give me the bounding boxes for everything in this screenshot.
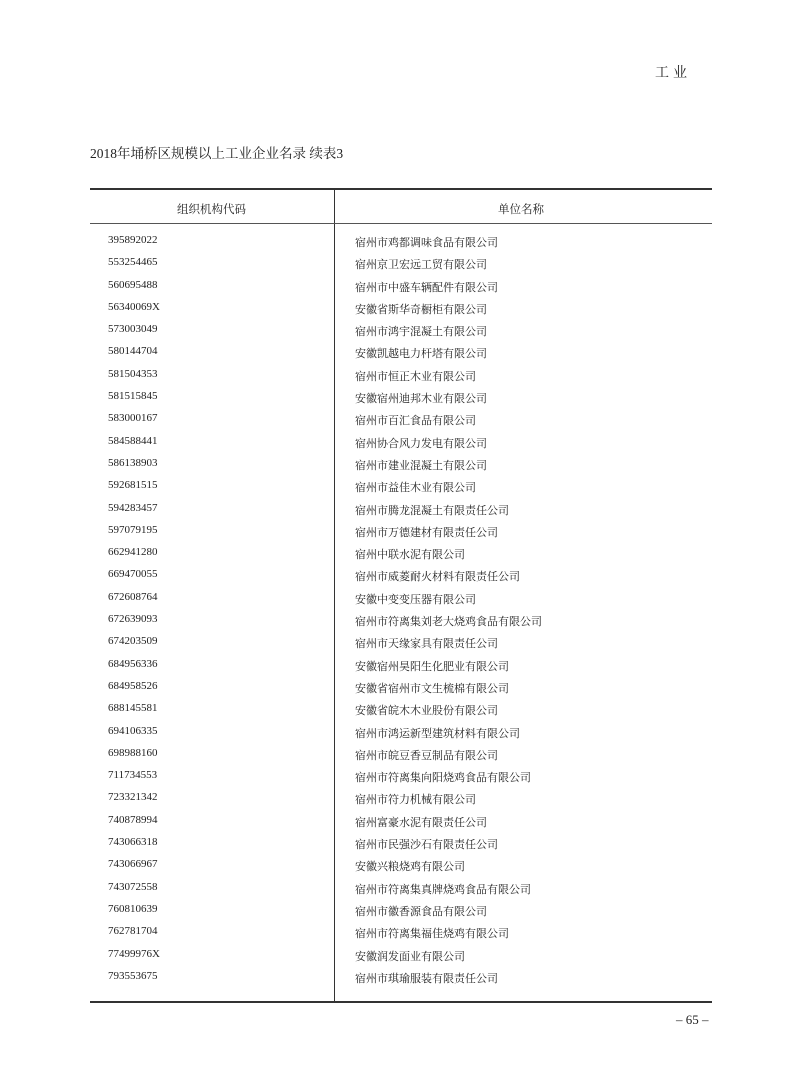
- unit-name: 安徽省皖木木业股份有限公司: [355, 705, 498, 718]
- unit-name: 宿州市威菱耐火材料有限责任公司: [355, 571, 520, 584]
- unit-name: 安徽兴粮烧鸡有限公司: [355, 861, 465, 874]
- org-code: 581504353: [108, 367, 158, 380]
- unit-name: 宿州市百汇食品有限公司: [355, 415, 476, 428]
- table-row: [90, 747, 712, 769]
- page-number: – 65 –: [676, 1012, 709, 1027]
- table-row: [90, 836, 712, 858]
- table-row: [90, 301, 712, 323]
- unit-name: 宿州京卫宏远工贸有限公司: [355, 259, 487, 272]
- unit-name: 宿州市符力机械有限公司: [355, 794, 476, 807]
- table-row: [90, 881, 712, 903]
- org-code: 698988160: [108, 746, 158, 759]
- table-row: [90, 435, 712, 457]
- header-unit-name: 单位名称: [498, 204, 544, 216]
- table-row: [90, 546, 712, 568]
- table-row: [90, 680, 712, 702]
- org-code: 760810639: [108, 902, 158, 915]
- org-code: 662941280: [108, 546, 158, 559]
- table-row: [90, 412, 712, 434]
- org-code: 586138903: [108, 456, 158, 469]
- org-code: 581515845: [108, 390, 158, 403]
- header-org-code: 组织机构代码: [177, 204, 246, 216]
- table-row: [90, 658, 712, 680]
- unit-name: 安徽省宿州市文生梳棉有限公司: [355, 682, 509, 695]
- table-row: [90, 858, 712, 880]
- org-code: 672639093: [108, 613, 158, 626]
- table-row: [90, 524, 712, 546]
- unit-name: 宿州市皖豆香豆制品有限公司: [355, 749, 498, 762]
- unit-name: 宿州市鸿宇混凝土有限公司: [355, 326, 487, 339]
- table-row: [90, 613, 712, 635]
- unit-name: 安徽中变变压器有限公司: [355, 593, 476, 606]
- table-row: [90, 345, 712, 367]
- table-row: [90, 323, 712, 345]
- table-row: [90, 368, 712, 390]
- table-row: [90, 256, 712, 278]
- org-code: 597079195: [108, 523, 158, 536]
- table-row: [90, 568, 712, 590]
- unit-name: 宿州市符离集真牌烧鸡食品有限公司: [355, 883, 531, 896]
- table-row: [90, 635, 712, 657]
- unit-name: 宿州协合风力发电有限公司: [355, 437, 487, 450]
- table-row: [90, 502, 712, 524]
- org-code: 793553675: [108, 969, 158, 982]
- unit-name: 宿州市万德建材有限责任公司: [355, 526, 498, 539]
- org-code: 553254465: [108, 256, 158, 269]
- unit-name: 安徽润发面业有限公司: [355, 950, 465, 963]
- table-row: [90, 791, 712, 813]
- org-code: 594283457: [108, 501, 158, 514]
- unit-name: 宿州市符离集福佳烧鸡有限公司: [355, 928, 509, 941]
- org-code: 672608764: [108, 590, 158, 603]
- unit-name: 宿州市恒正木业有限公司: [355, 370, 476, 383]
- unit-name: 宿州市民强沙石有限责任公司: [355, 839, 498, 852]
- unit-name: 安徽省斯华奇橱柜有限公司: [355, 303, 487, 316]
- unit-name: 宿州市中盛车辆配件有限公司: [355, 281, 498, 294]
- org-code: 592681515: [108, 479, 158, 492]
- org-code: 584588441: [108, 434, 158, 447]
- unit-name: 宿州市益佳木业有限公司: [355, 482, 476, 495]
- table-row: [90, 903, 712, 925]
- unit-name: 安徽宿州迪邦木业有限公司: [355, 393, 487, 406]
- unit-name: 宿州富豪水泥有限责任公司: [355, 816, 487, 829]
- org-code: 762781704: [108, 925, 158, 938]
- org-code: 694106335: [108, 724, 158, 737]
- running-header: 工业: [655, 66, 691, 81]
- table-row: [90, 970, 712, 992]
- table-row: [90, 702, 712, 724]
- enterprise-table: [90, 188, 712, 1003]
- org-code: 711734553: [108, 769, 158, 782]
- table-title: 2018年埇桥区规模以上工业企业名录 续表3: [90, 146, 344, 161]
- unit-name: 宿州市腾龙混凝土有限责任公司: [355, 504, 509, 517]
- unit-name: 宿州市天缘家具有限责任公司: [355, 638, 498, 651]
- org-code: 688145581: [108, 702, 158, 715]
- org-code: 740878994: [108, 813, 158, 826]
- unit-name: 宿州市建业混凝土有限公司: [355, 459, 487, 472]
- org-code: 580144704: [108, 345, 158, 358]
- org-code: 684956336: [108, 657, 158, 670]
- unit-name: 宿州市鸡都调味食品有限公司: [355, 237, 498, 249]
- org-code: 583000167: [108, 412, 158, 425]
- unit-name: 宿州市琪瑜服装有限责任公司: [355, 972, 498, 985]
- table-row: [90, 725, 712, 747]
- org-code: 395892022: [108, 234, 158, 246]
- org-code: 560695488: [108, 278, 158, 291]
- table-row: [90, 925, 712, 947]
- table-row: [90, 279, 712, 301]
- table-header: [90, 190, 712, 224]
- org-code: 669470055: [108, 568, 158, 581]
- org-code: 743072558: [108, 880, 158, 893]
- table-row: [90, 234, 712, 256]
- table-row: [90, 769, 712, 791]
- org-code: 723321342: [108, 791, 158, 804]
- unit-name: 宿州市符离集刘老大烧鸡食品有限公司: [355, 616, 542, 629]
- org-code: 684958526: [108, 679, 158, 692]
- unit-name: 宿州市徽香源食品有限公司: [355, 905, 487, 918]
- table-row: [90, 591, 712, 613]
- org-code: 743066967: [108, 858, 158, 871]
- table-row: [90, 479, 712, 501]
- table-row: [90, 948, 712, 970]
- unit-name: 宿州市鸿运新型建筑材料有限公司: [355, 727, 520, 740]
- unit-name: 安徽宿州昊阳生化肥业有限公司: [355, 660, 509, 673]
- org-code: 573003049: [108, 323, 158, 336]
- table-row: [90, 457, 712, 479]
- org-code: 56340069X: [108, 300, 160, 313]
- org-code: 743066318: [108, 836, 158, 849]
- unit-name: 宿州市符离集向阳烧鸡食品有限公司: [355, 772, 531, 785]
- org-code: 674203509: [108, 635, 158, 648]
- unit-name: 安徽凯越电力杆塔有限公司: [355, 348, 487, 361]
- org-code: 77499976X: [108, 947, 160, 960]
- table-row: [90, 390, 712, 412]
- table-body: [90, 234, 712, 992]
- table-row: [90, 814, 712, 836]
- unit-name: 宿州中联水泥有限公司: [355, 549, 465, 562]
